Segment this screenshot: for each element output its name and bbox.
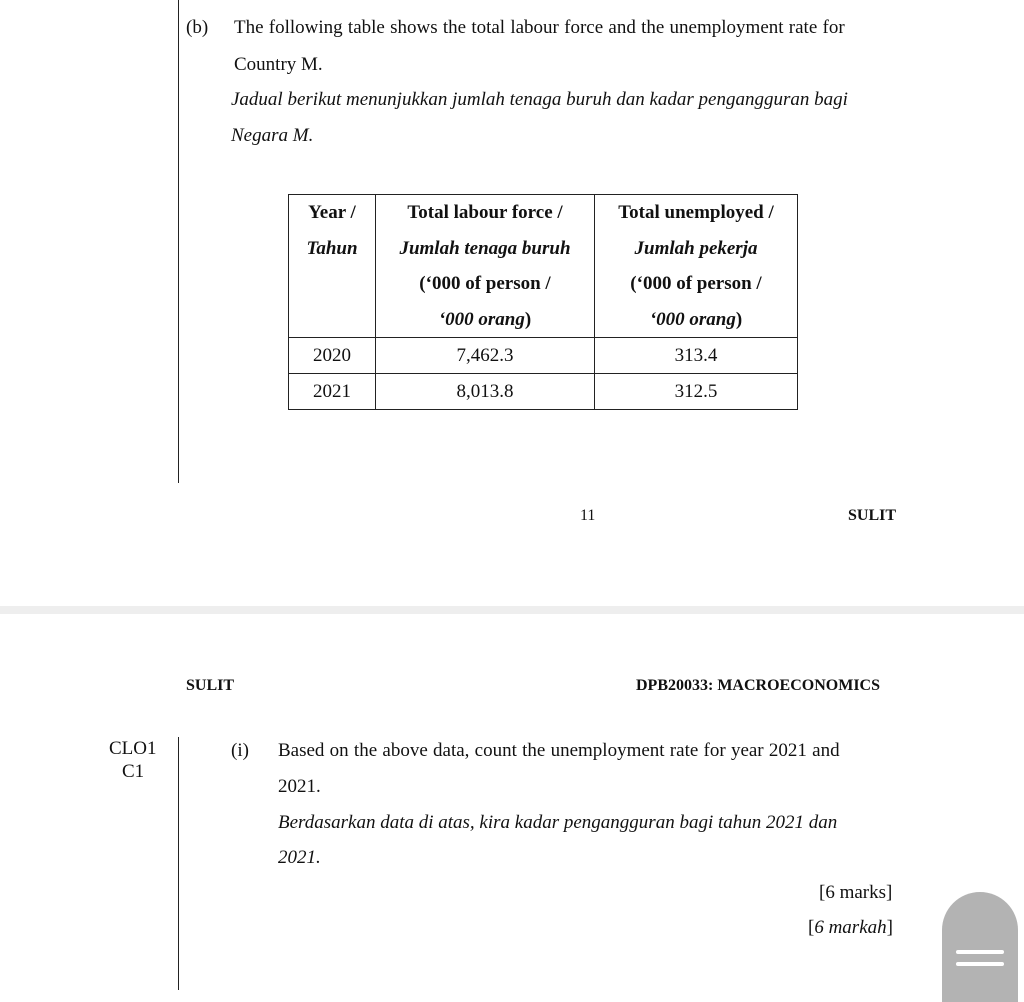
clo-label: CLO1 <box>109 738 157 759</box>
marks-ms-open: [ <box>808 917 815 938</box>
header-year-ms: Tahun <box>306 237 358 259</box>
header-sulit: SULIT <box>186 677 235 694</box>
question-text-en-1: Based on the above data, count the unemployment rate for year 2021 and <box>278 740 840 761</box>
menu-icon <box>956 950 1004 954</box>
margin-rule-top <box>178 0 179 483</box>
labour-force-table <box>288 194 798 410</box>
menu-icon-line <box>956 962 1004 966</box>
header-labour-unit-ms: ‘000 orang <box>438 308 525 330</box>
part-b-text-ms-1: Jadual berikut menunjukkan jumlah tenaga buruh dan kadar pengangguran bagi <box>231 89 848 110</box>
marks-ms-close: ] <box>886 917 893 938</box>
part-b-text-en-1: The following table shows the total labour force and the unemployment rate for <box>234 17 845 38</box>
marks-ms <box>808 910 893 946</box>
table-header-row <box>289 195 798 338</box>
header-unemployed-unit-ms-line <box>605 302 787 338</box>
header-year <box>289 195 376 338</box>
cell-labour: 7,462.3 <box>376 338 595 374</box>
question-text-ms-1: Berdasarkan data di atas, kira kadar pengangguran bagi tahun 2021 dan <box>278 812 838 833</box>
footer-sulit: SULIT <box>848 507 897 524</box>
header-unemployed-en: Total unemployed / <box>618 202 774 223</box>
part-b-text-ms-2: Negara M. <box>231 125 314 146</box>
cell-labour: 8,013.8 <box>376 374 595 410</box>
page-separator <box>0 606 1024 614</box>
header-labour-ms: Jumlah tenaga buruh <box>399 237 571 259</box>
page-number: 11 <box>580 507 596 524</box>
scroll-menu-button[interactable] <box>942 892 1018 1002</box>
question-text-ms-2: 2021. <box>278 847 321 868</box>
part-b-text-en-2: Country M. <box>234 54 323 75</box>
marks-ms-value: 6 markah <box>814 917 887 938</box>
question-text-en-2: 2021. <box>278 776 321 797</box>
header-labour-en: Total labour force / <box>407 202 563 223</box>
header-unemployed-unit-close: ) <box>735 308 743 330</box>
header-labour-unit-ms-line <box>386 302 584 338</box>
cell-year: 2021 <box>289 374 376 410</box>
header-year-en: Year / <box>308 202 356 223</box>
course-code: DPB20033: MACROECONOMICS <box>636 677 880 694</box>
cell-year: 2020 <box>289 338 376 374</box>
header-unemployed-ms: Jumlah pekerja <box>634 237 758 259</box>
header-unemployed-unit-en: (‘000 of person / <box>630 273 762 294</box>
margin-rule-bottom <box>178 737 179 990</box>
cell-unemployed: 312.5 <box>595 374 798 410</box>
header-labour-unit-close: ) <box>524 308 532 330</box>
table-row <box>289 338 798 374</box>
header-labour-unit-en: (‘000 of person / <box>419 273 551 294</box>
marks-en: [6 marks] <box>819 882 893 903</box>
header-unemployed-unit-ms: ‘000 orang <box>649 308 736 330</box>
cell-unemployed: 313.4 <box>595 338 798 374</box>
question-label: (i) <box>231 740 249 761</box>
c1-label: C1 <box>122 761 145 782</box>
part-label: (b) <box>186 17 209 38</box>
header-unemployed <box>595 195 798 338</box>
table-row <box>289 374 798 410</box>
header-labour <box>376 195 595 338</box>
